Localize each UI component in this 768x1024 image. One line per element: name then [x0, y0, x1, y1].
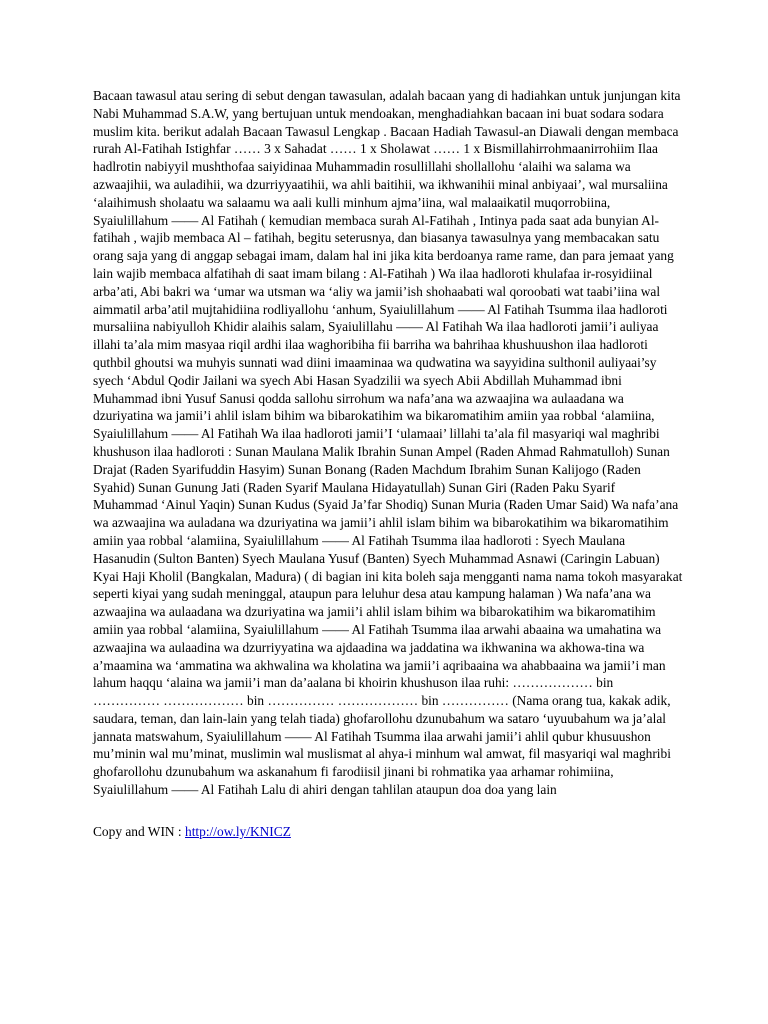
document-page — [93, 87, 683, 841]
footer-label: Copy and WIN : — [93, 823, 185, 839]
footer-line — [93, 823, 683, 841]
footer-link[interactable]: http://ow.ly/KNICZ — [185, 823, 291, 839]
document-body-text: Bacaan tawasul atau sering di sebut dengan tawasulan, adalah bacaan yang di hadiahkan untuk junjungan kita Nabi Muhammad S.A.W, yang bertujuan untuk mendoakan, menghadiahkan bacaan ini buat sodara sodara muslim kita. berikut adalah Bacaan Tawasul Lengkap . Bacaan Hadiah Tawasul-an Diawali dengan membaca rurah Al-Fatihah Istighfar …… 3 x Sahadat …… 1 x Sholawat …… 1 x Bismillahirrohmaanirrohiim Ilaa hadlrotin nabiyyil mushthofaa saiyidinaa Muhammadin rosullillahi shollallohu ‘alaihi wa salama wa azwaajihii, wa auladihii, wa dzurriyyaatihii, wa ahli baitihii, wa ikhwanihii minal anbiyaai’, wal mursaliina ‘alaihimush sholaatu wa salaamu wa aali kulli minhum ajma’iina, wal malaaikatil muqorrobiina, Syaiulillahum —— Al Fatihah ( kemudian membaca surah Al-Fatihah , Intinya pada saat ada bunyian Al-fatihah , wajib membaca Al – fatihah, begitu seterusnya, dan biasanya tawasulnya yang membacakan satu orang saja yang di anggap sebagai imam, dalam hal ini jika kita berdoanya rame rame, dan para jemaat yang lain wajib membaca alfatihah di saat imam bilang : Al-Fatihah ) Wa ilaa hadloroti khulafaa ir-rosyidiinal arba’ati, Abi bakri wa ‘umar wa utsman wa ‘aliy wa jamii’ish shohaabati wal qoroobati wat taabi’iina wal aimmatil arba’atil mujtahidiina rodliyallohu ‘anhum, Syaiulillahum —— Al Fatihah Tsumma ilaa hadloroti mursaliina nabiyulloh Khidir alaihis salam, Syaiulillahu —— Al Fatihah Wa ilaa hadloroti jamii’i auliyaa illahi ta’ala mim masyaa riqil ardhi ilaa waghoribiha fii barriha wa bahrihaa khushuushon ilaa hadloroti quthbil ghoutsi wa muhyis sunnati wad diini imaaminaa wa qudwatina wa sayyidina sulthonil auliyaai’sy syech ‘Abdul Qodir Jailani wa syech Abi Hasan Syadzilii wa syech Abii Abdillah Muhammad ibni Muhammad ibni Yusuf Sanusi qodda sallohu sirrohum wa nafa’ana wa azwaajina wa aulaadana wa dzuriyatina wa jamii’i ahlil islam bihim wa bibarokatihim wa bikaromatihim amiin yaa robbal ‘alamiina, Syaiulillahum —— Al Fatihah Wa ilaa hadloroti jamii’I ‘ulamaai’ lillahi ta’ala fil masyariqi wal maghribi khushuson ilaa hadloroti : Sunan Maulana Malik Ibrahin Sunan Ampel (Raden Ahmad Rahmatulloh) Sunan Drajat (Raden Syarifuddin Hasyim) Sunan Bonang (Raden Machdum Ibrahim Sunan Kalijogo (Raden Syahid) Sunan Gunung Jati (Raden Syarif Maulana Hidayatullah) Sunan Giri (Raden Paku Syarif Muhammad ‘Ainul Yaqin) Sunan Kudus (Syaid Ja’far Shodiq) Sunan Muria (Raden Umar Said) Wa nafa’ana wa azwaajina wa auladana wa dzuriyatina wa jamii’i ahlil islam bihim wa bibarokatihim wa bikaromatihim amiin yaa robbal ‘alamiina, Syaiulillahum —— Al Fatihah Tsumma ilaa hadloroti : Syech Maulana Hasanudin (Sulton Banten) Syech Maulana Yusuf (Banten) Syech Muhammad Asnawi (Caringin Labuan) Kyai Haji Kholil (Bangkalan, Madura) ( di bagian ini kita boleh saja mengganti nama nama tokoh masyarakat seperti kiyai yang sudah meninggal, ataupun para leluhur desa atau kampung halaman ) Wa nafa’ana wa azwaajina wa aulaadana wa dzuriyatina wa jamii’i ahlil islam bihim wa bibarokatihim wa bikaromatihim amiin yaa robbal ‘alamiina, Syaiulillahum —— Al Fatihah Tsumma ilaa arwahi abaaina wa umahatina wa azwaajina wa aulaadina wa dzurriyyatina wa ajdaadina wa jaddatina wa ikhwanina wa akhowa-tina wa a’maamina wa ‘ammatina wa akhwalina wa kholatina wa jamii’i aqribaaina wa ahabbaaina wa jamii’i man lahum haqqu ‘alaina wa jamii’i man da’aalana bi khoirin khushuson ilaa ruhi: ……………… bin …………… ……………… bin …………… ……………… bin …………… (Nama orang tua, kakak adik, saudara, teman, dan lain-lain yang telah tiada) ghofarollohu dzunubahum wa sataro ‘uyuubahum wa ja’alal jannata matswahum, Syaiulillahum —— Al Fatihah Tsumma ilaa arwahi jamii’i ahlil qubur khusuushon mu’minin wal mu’minat, muslimin wal muslismat al ahya-i minhum wal amwat, fil masyariqi wal maghribi ghofarollohu dzunubahum wa askanahum fi farodiisil jinani bi rohmatika yaa arhamar rohimiina, Syaiulillahum —— Al Fatihah Lalu di ahiri dengan tahlilan ataupun doa doa yang lain — [93, 88, 683, 798]
